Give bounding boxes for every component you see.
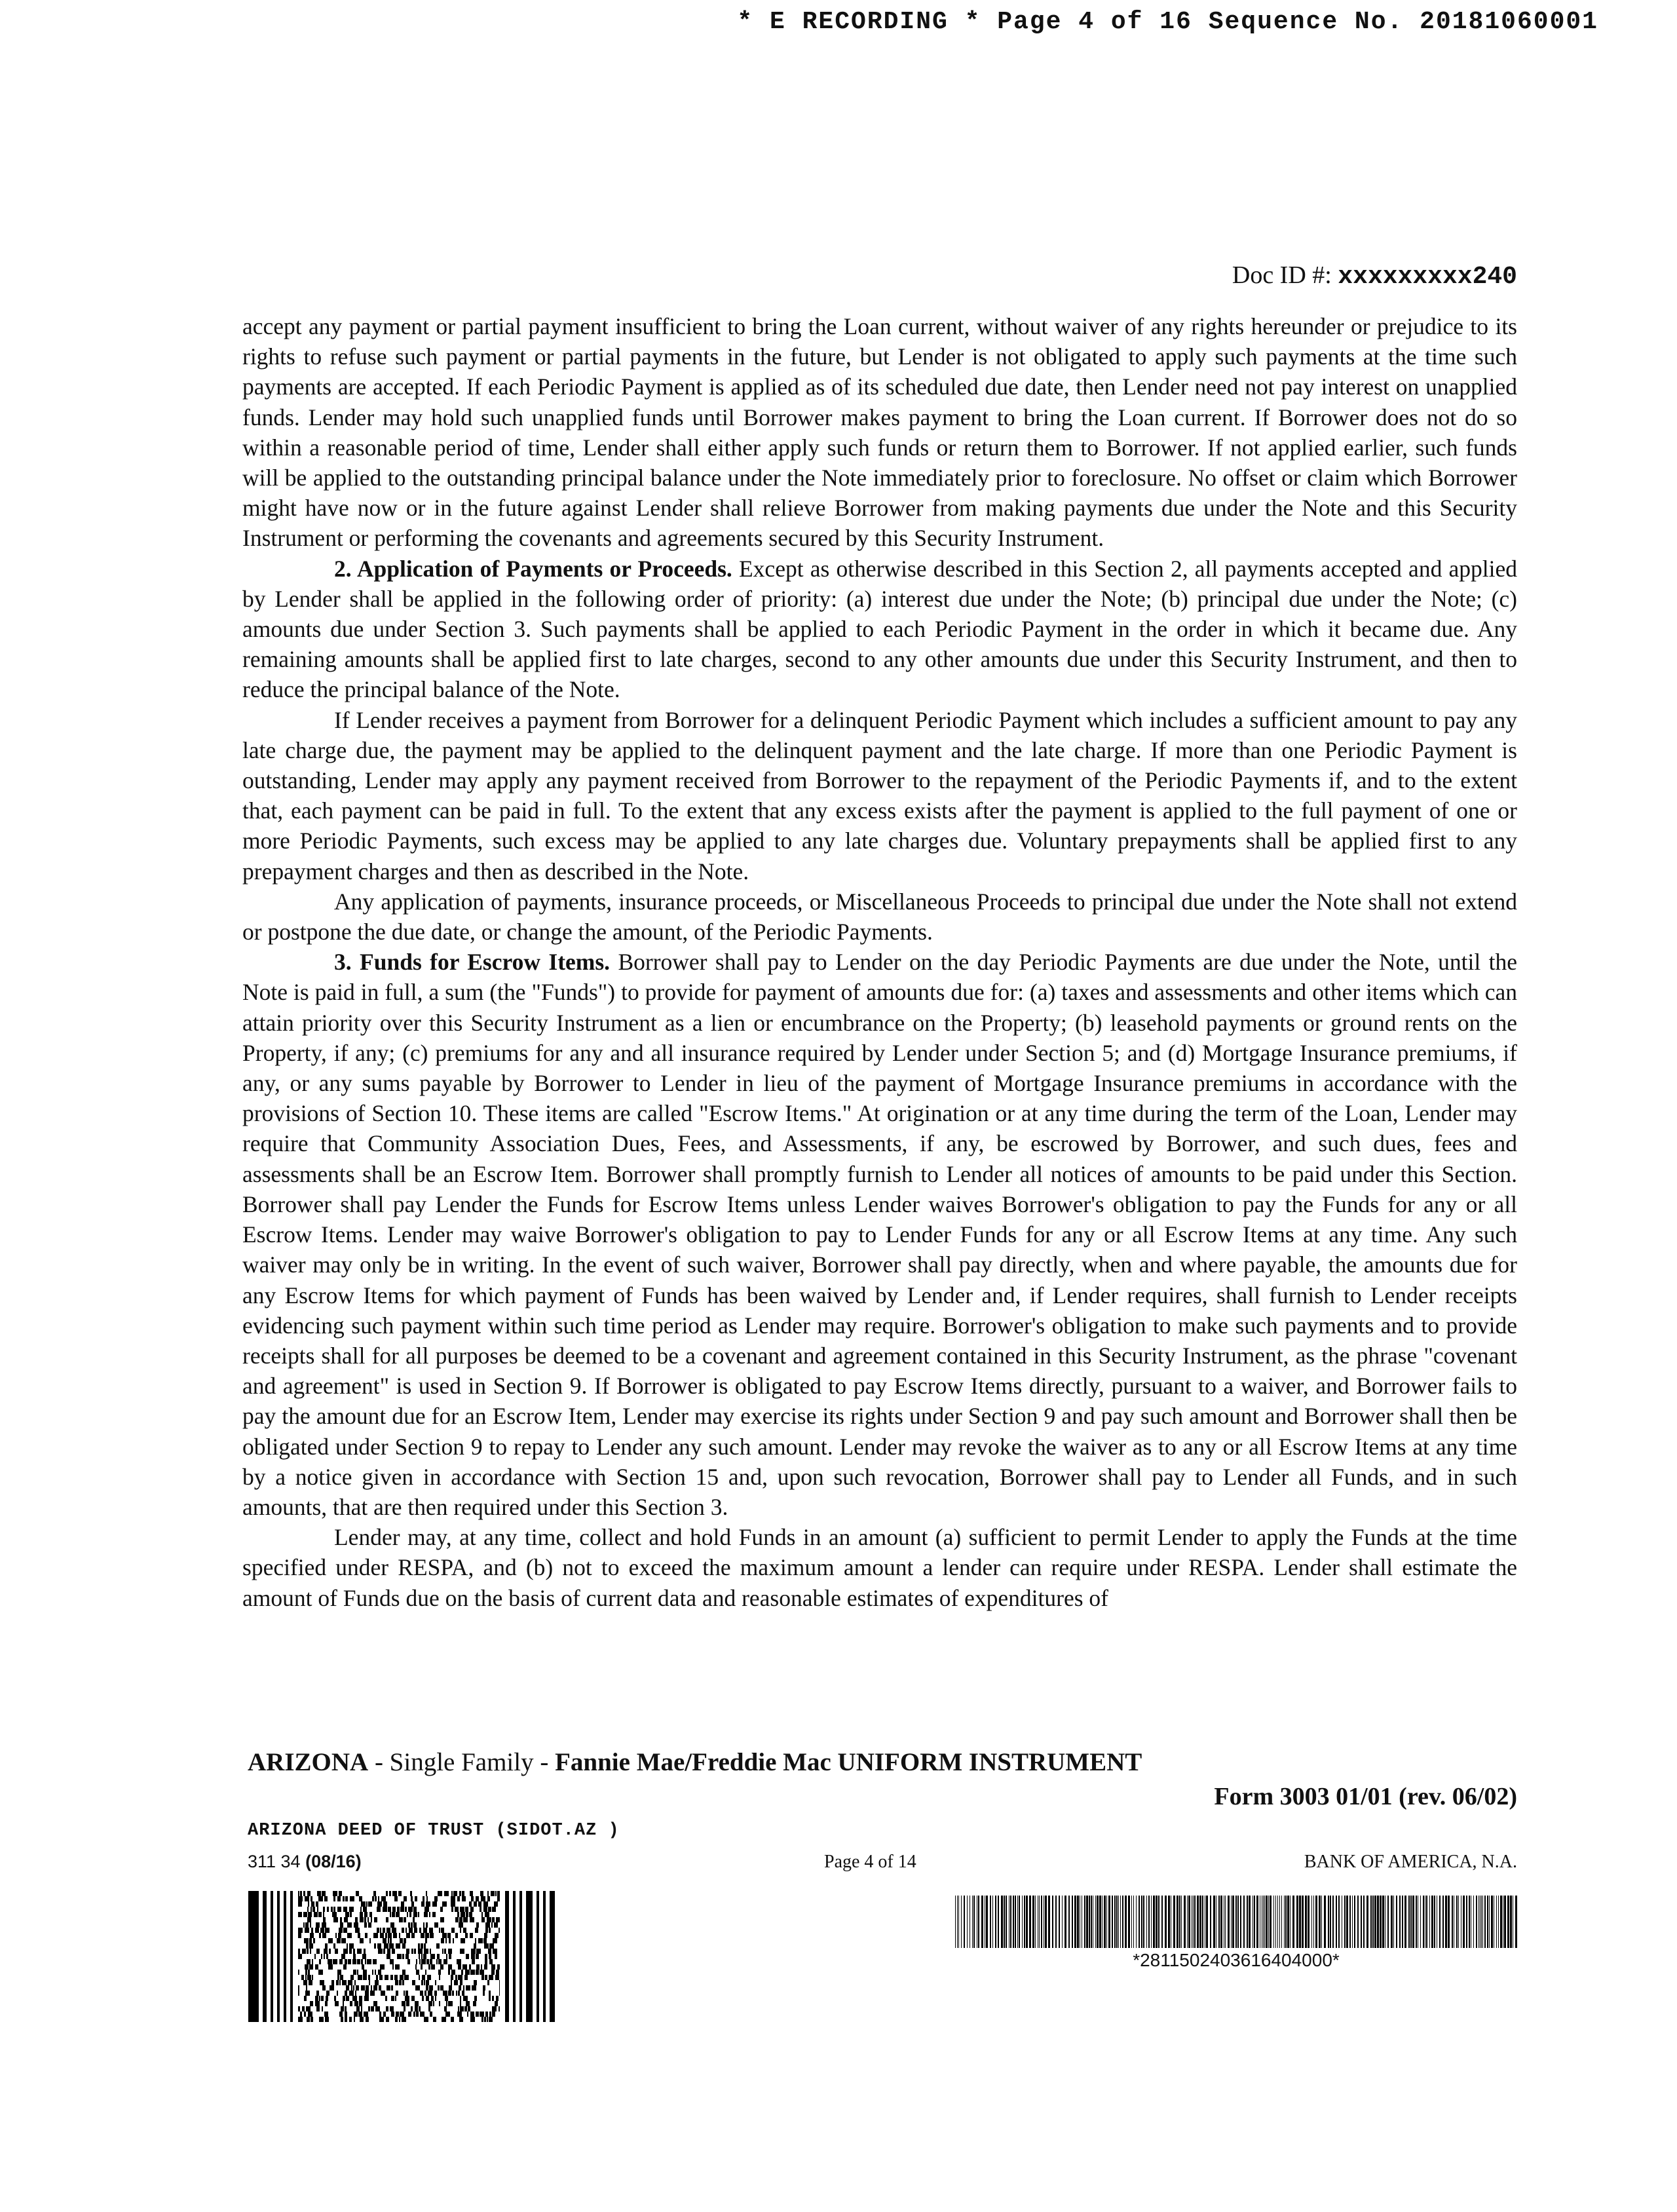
section-2-heading: 2. Application of Payments or Proceeds. bbox=[334, 555, 732, 582]
barcode-number: *2811502403616404000* bbox=[1133, 1950, 1340, 1970]
respa-paragraph: Lender may, at any time, collect and hold Funds in an amount (a) sufficient to permit Lender to apply the Funds at the time specified under RESPA, and (b) not to exceed the maximum amount a lender can require under RESPA. Lender shall estimate the amount of Funds due on the basis of current data and reasonable estimates of expenditures of bbox=[242, 1524, 1517, 1611]
form-code bbox=[248, 1852, 362, 1872]
section-2-text: Except as otherwise described in this Section 2, all payments accepted and applied by Lender shall be applied in the following order of priority: (a) interest due under the Note; (b) principal due under the Note; (c) amounts due under Section 3. Such payments shall be applied to each Periodic Payment in the order in which it became due. Any remaining amounts shall be applied first to late charges, second to any other amounts due under this Security Instrument, and then to reduce the principal balance of the Note. bbox=[242, 555, 1518, 703]
pdf417-barcode bbox=[248, 1891, 555, 2022]
form-code-number: 311 34 bbox=[248, 1852, 306, 1871]
doc-id-label: Doc ID #: bbox=[1232, 261, 1332, 289]
delinquent-payment-paragraph: If Lender receives a payment from Borrower for a delinquent Periodic Payment which includes a sufficient amount to pay any late charge due, the payment may be applied to the delinquent payment and the late charge. If more than one Periodic Payment is outstanding, Lender may apply any payment received from Borrower to the repayment of the Periodic Payments if, and to the extent that, each payment can be paid in full. To the extent that any excess exists after the payment is applied to the full payment of one or more Periodic Payments, such excess may be applied to any late charges due. Voluntary prepayments shall be applied first to any prepayment charges and then as described in the Note. bbox=[242, 706, 1517, 885]
deed-title: ARIZONA DEED OF TRUST (SIDOT.AZ ) bbox=[248, 1821, 620, 1840]
doc-id-value: xxxxxxxxx240 bbox=[1338, 263, 1517, 291]
form-number: Form 3003 01/01 (rev. 06/02) bbox=[1214, 1783, 1517, 1810]
document-body bbox=[242, 311, 1517, 1613]
section-2-paragraph bbox=[242, 554, 1517, 705]
section-3-text: Borrower shall pay to Lender on the day Periodic Payments are due under the Note, until the Note is paid in full, a sum (the "Funds") to provide for payment of amounts due for: (a) taxes and assessments and other items which can attain priority over this Security Instrument as a lien or encumbrance on the Property; (b) leasehold payments or ground rents on the Property, if any; (c) premiums for any and all insurance required by Lender under Section 5; and (d) Mortgage Insurance premiums, if any, or any sums payable by Borrower to Lender in lieu of the payment of Mortgage Insurance premiums in accordance with the provisions of Section 10. These items are called "Escrow Items." At origination or at any time during the term of the Loan, Lender may require that Community Association Dues, Fees, and Assessments, if any, be escrowed by Borrower, and such dues, fees and assessments shall be an Escrow Item. Borrower shall promptly furnish to Lender all notices of amounts to be paid under this Section. Borrower shall pay Lender the Funds for Escrow Items unless Lender waives Borrower's obligation to pay the Funds for any or all Escrow Items. Lender may waive Borrower's obligation to pay to Lender Funds for any or all Escrow Items at any time. Any such waiver may only be in writing. In the event of such waiver, Borrower shall pay directly, when and where payable, the amounts due for any Escrow Items for which payment of Funds has been waived by Lender and, if Lender requires, shall furnish to Lender receipts evidencing such payment within such time period as Lender may require. Borrower's obligation to make such payments and to provide receipts shall for all purposes be deemed to be a covenant and agreement contained in this Security Instrument, as the phrase "covenant and agreement" is used in Section 9. If Borrower is obligated to pay Escrow Items directly, pursuant to a waiver, and Borrower fails to pay the amount due for an Escrow Item, Lender may exercise its rights under Section 9 and pay such amount and Borrower shall then be obligated under Section 9 to repay to Lender any such amount. Lender may revoke the waiver as to any or all Escrow Items at any time by a notice given in accordance with Section 15 and, upon such revocation, Borrower shall pay to Lender all Funds, and in such amounts, that are then required under this Section 3. bbox=[242, 949, 1517, 1520]
uniform-instrument: Fannie Mae/Freddie Mac UNIFORM INSTRUMENT bbox=[555, 1748, 1142, 1776]
application-paragraph: Any application of payments, insurance proceeds, or Miscellaneous Proceeds to principal due under the Note shall not extend or postpone the due date, or change the amount, of the Periodic Payments. bbox=[242, 888, 1517, 945]
state-name: ARIZONA bbox=[248, 1748, 369, 1776]
lender-name: BANK OF AMERICA, N.A. bbox=[1304, 1852, 1517, 1872]
section-3-heading: 3. Funds for Escrow Items. bbox=[334, 949, 611, 976]
page-number: Page 4 of 14 bbox=[824, 1852, 916, 1872]
paragraph-continuation: accept any payment or partial payment insufficient to bring the Loan current, without waiver of any rights hereunder or prejudice to its rights to refuse such payment or partial payments in the future, but Lender is not obligated to apply such payments at the time such payments are accepted. If each Periodic Payment is applied as of its scheduled due date, then Lender need not pay interest on unapplied funds. Lender may hold such unapplied funds until Borrower makes payment to bring the Loan current. If Borrower does not do so within a reasonable period of time, Lender shall either apply such funds or return them to Borrower. If not applied earlier, such funds will be applied to the outstanding principal balance under the Note immediately prior to foreclosure. No offset or claim which Borrower might have now or in the future against Lender shall relieve Borrower from making payments due under the Note and this Security Instrument or performing the covenants and agreements secured by this Security Instrument. bbox=[242, 313, 1517, 552]
family-type: - Single Family - bbox=[368, 1748, 556, 1776]
recording-header: * E RECORDING * Page 4 of 16 Sequence No. 20181060001 bbox=[737, 8, 1598, 36]
form-code-date: (08/16) bbox=[305, 1852, 362, 1871]
instrument-title bbox=[248, 1747, 1142, 1777]
doc-id bbox=[983, 261, 1517, 291]
section-3-paragraph bbox=[242, 947, 1517, 1522]
linear-barcode bbox=[955, 1896, 1517, 1948]
